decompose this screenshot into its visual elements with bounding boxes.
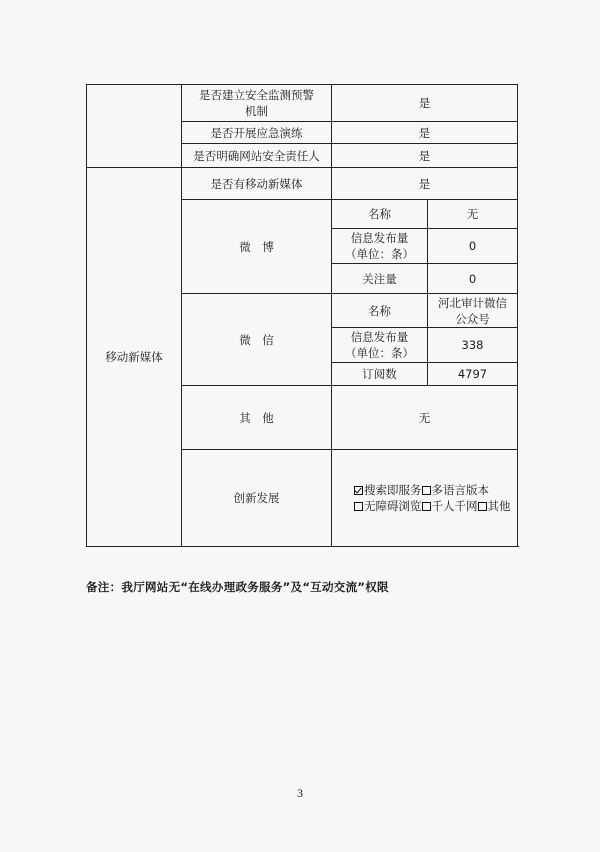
weibo-posts-label: 信息发布量 （单位：条）	[332, 229, 428, 264]
row-label: 是否开展应急演练	[182, 122, 332, 144]
option-accessibility[interactable]	[354, 499, 422, 513]
weibo-name-label: 名称	[332, 200, 428, 229]
row-value: 是	[332, 144, 518, 168]
row-value: 是	[332, 168, 518, 200]
innovation-options	[332, 450, 518, 547]
row-label: 是否明确网站安全责任人	[182, 144, 332, 168]
section-label-innovation: 创新发展	[182, 450, 332, 547]
page-number: 3	[297, 786, 303, 800]
wechat-subs-label: 订阅数	[332, 363, 428, 386]
weibo-follow-value: 0	[428, 264, 518, 294]
table-row	[87, 85, 518, 122]
weibo-name-value: 无	[428, 200, 518, 229]
option-label: 千人千网	[431, 499, 478, 513]
option-label: 多语言版本	[431, 483, 489, 497]
section-cell-blank	[87, 85, 182, 168]
row-value: 是	[332, 122, 518, 144]
row-label: 是否建立安全监测预警 机制	[182, 85, 332, 122]
option-label: 其他	[487, 499, 511, 513]
row-label: 是否有移动新媒体	[182, 168, 332, 200]
wechat-name-value: 河北审计微信 公众号	[428, 294, 518, 328]
section-label-mobile-media: 移动新媒体	[87, 168, 182, 547]
wechat-name-label: 名称	[332, 294, 428, 328]
weibo-label: 微 博	[182, 200, 332, 294]
option-search-service[interactable]	[354, 483, 422, 497]
table-row	[87, 168, 518, 200]
option-other[interactable]	[478, 499, 511, 513]
footnote: 备注：我厅网站无“在线办理政务服务”及“互动交流”权限	[86, 580, 389, 594]
weibo-follow-label: 关注量	[332, 264, 428, 294]
wechat-posts-value: 338	[428, 328, 518, 363]
wechat-label: 微 信	[182, 294, 332, 386]
website-report-table	[86, 84, 518, 547]
wechat-subs-value: 4797	[428, 363, 518, 386]
weibo-posts-value: 0	[428, 229, 518, 264]
wechat-posts-label: 信息发布量 （单位：条）	[332, 328, 428, 363]
checkbox-icon	[422, 486, 431, 495]
checkbox-icon	[478, 502, 487, 511]
checkbox-icon	[354, 486, 363, 495]
option-multilingual[interactable]	[422, 483, 490, 497]
row-value: 是	[332, 85, 518, 122]
option-label: 无障碍浏览	[364, 499, 422, 513]
checkbox-icon	[354, 502, 363, 511]
other-value: 无	[332, 386, 518, 450]
option-label: 搜索即服务	[364, 483, 422, 497]
option-personalized[interactable]	[422, 499, 478, 513]
checkbox-icon	[422, 502, 431, 511]
other-label: 其 他	[182, 386, 332, 450]
